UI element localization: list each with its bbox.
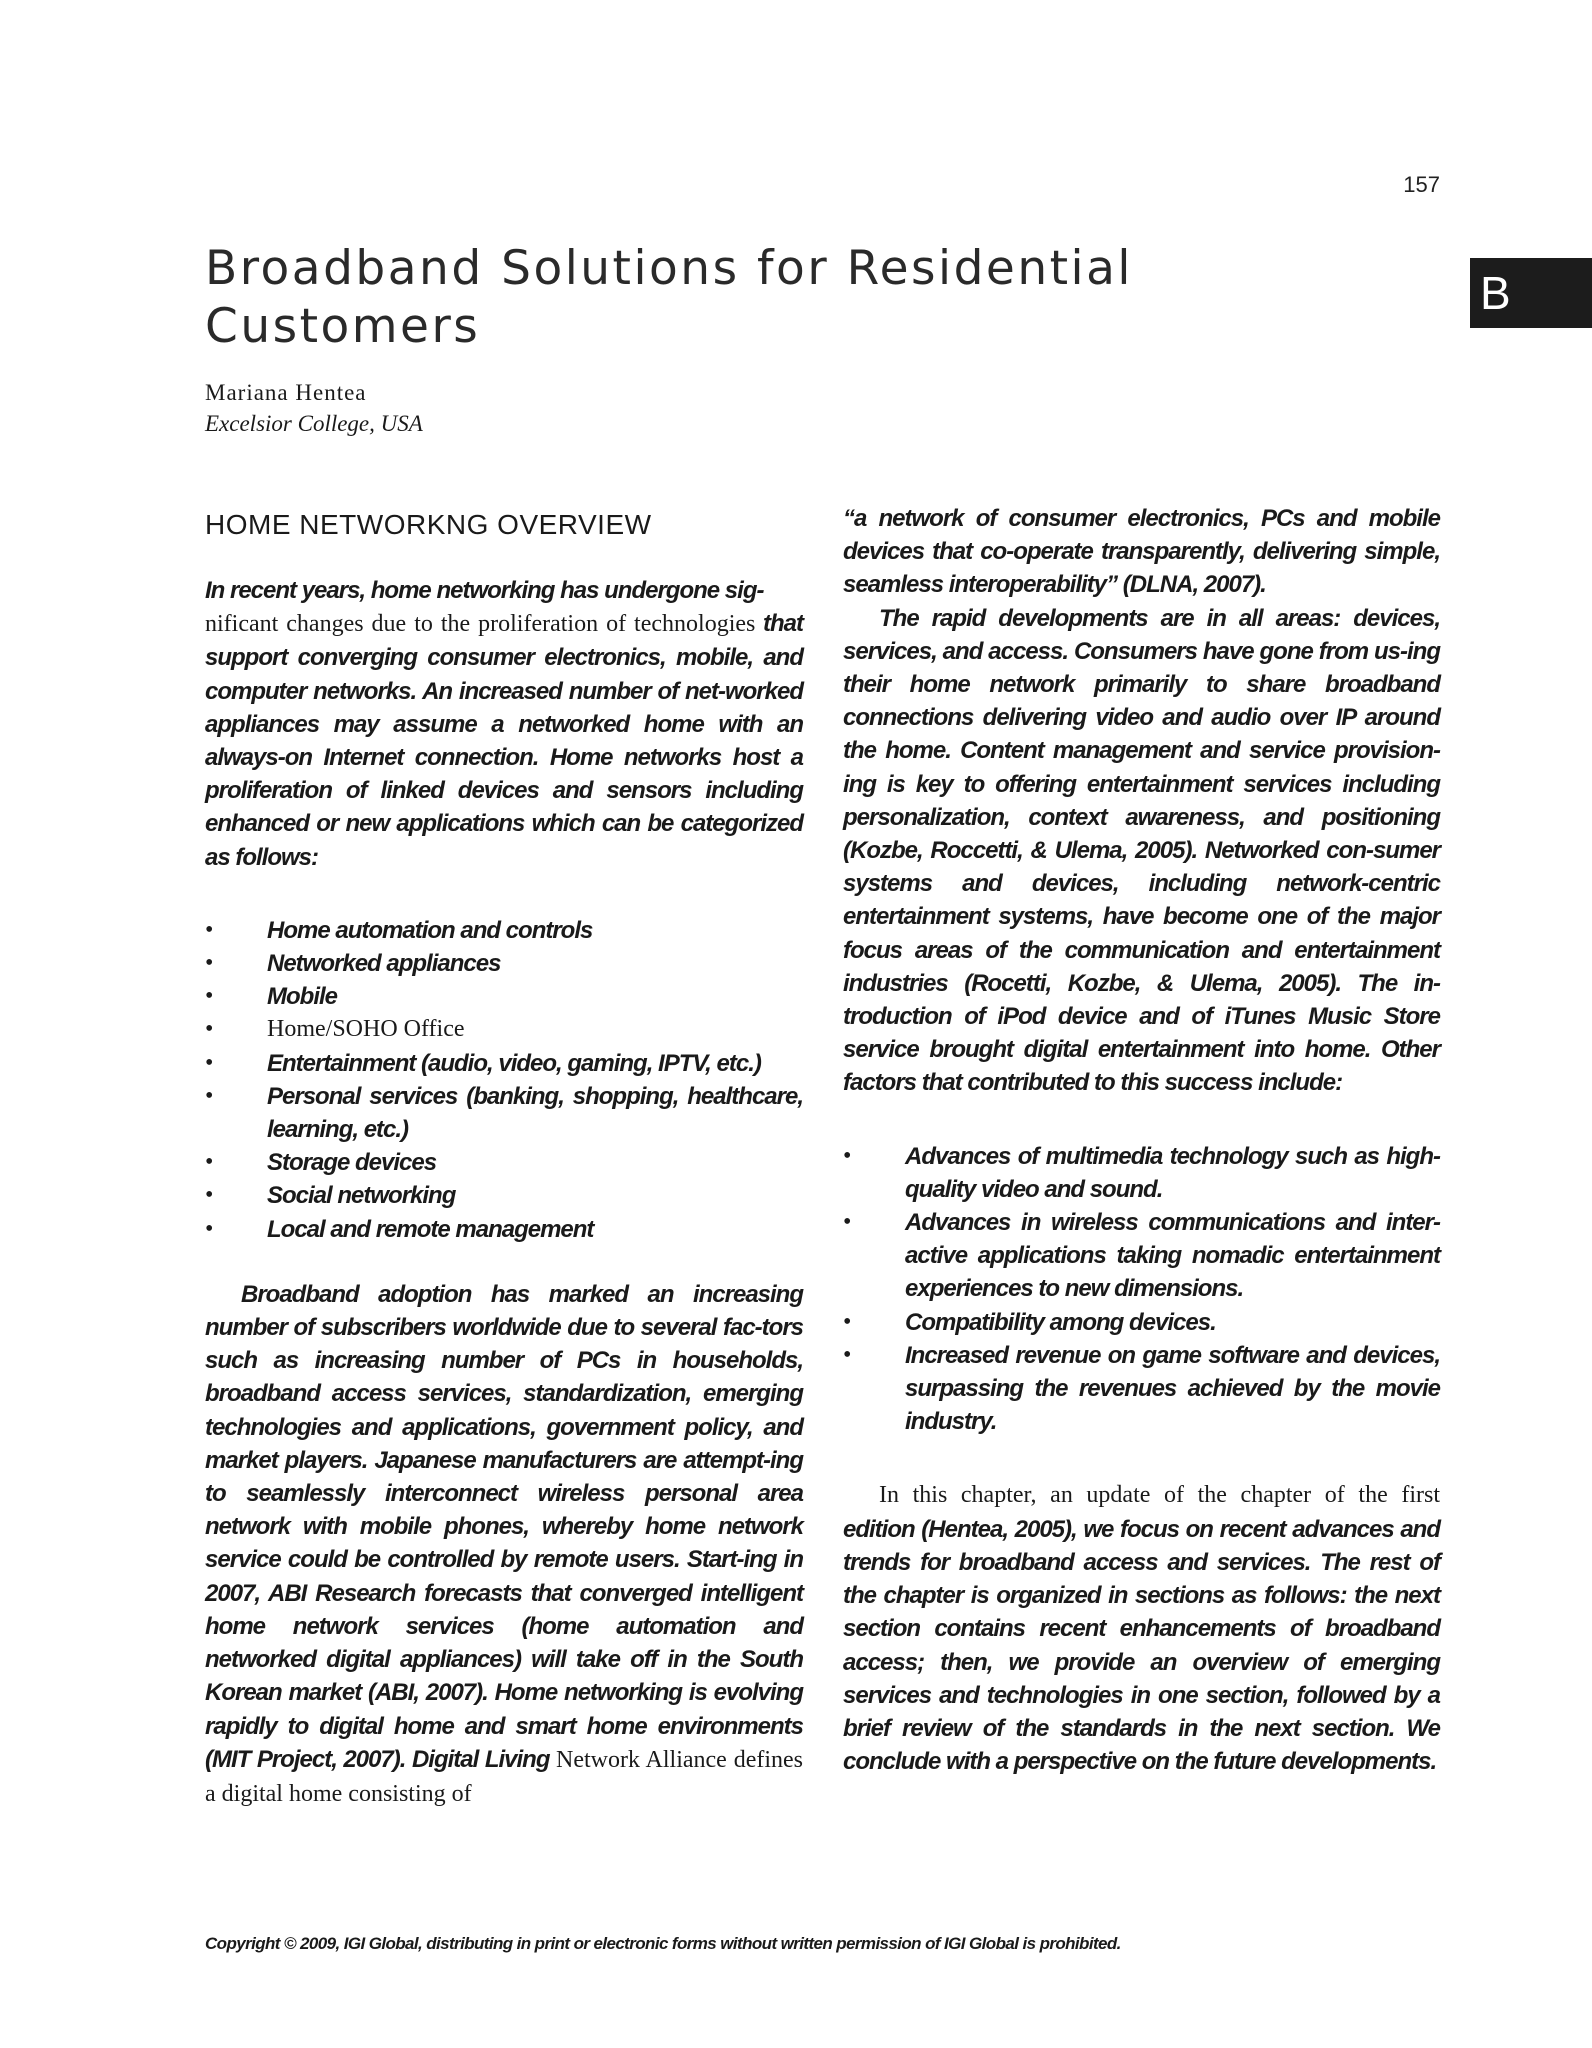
chapter-paragraph <box>843 1478 1440 1778</box>
intro-paragraph-rest: that support converging consumer electronics, mobile, and computer networks. An increased number of net-worked appliances may assume a networked home with an always-on Internet connection. Home networks host a proliferation of linked devices and sensors including enhanced or new applications which can be categorized as follows: <box>205 610 804 871</box>
factors-list <box>843 1140 1440 1439</box>
broadband-paragraph-end: Network Alliance defines a digital home consisting of <box>205 1746 803 1807</box>
left-column <box>205 500 803 1811</box>
right-column <box>843 502 1440 1778</box>
list-item: • Home/SOHO Office <box>205 1016 465 1043</box>
list-item: • Compatibility among devices. <box>843 1308 1216 1336</box>
section-heading: HOME NETWORKNG OVERVIEW <box>205 509 652 540</box>
list-item: • Networked appliances <box>205 950 501 978</box>
list-item: • Mobile <box>205 983 337 1011</box>
article-title: Broadband Solutions for Residential Customers <box>205 241 1133 354</box>
author-affiliation: Excelsior College, USA <box>205 411 423 436</box>
chapter-paragraph-start: In this chapter, an update of the chapter of the first <box>879 1482 1440 1509</box>
list-item: • Advances in wireless communications and inter-active applications taking nomadic entertainment experiences to new dimensions. <box>843 1209 1440 1303</box>
section-letter-tab: B <box>1470 258 1592 328</box>
list-item: • Increased revenue on game software and devices, surpassing the revenues achieved by the movie industry. <box>843 1341 1440 1436</box>
list-item: • Home automation and controls <box>205 916 593 944</box>
list-item: • Advances of multimedia technology such as high-quality video and sound. <box>843 1142 1440 1203</box>
list-item: • Personal services (banking, shopping, healthcare, learning, etc.) <box>205 1082 803 1144</box>
category-list <box>205 914 803 1246</box>
intro-paragraph <box>205 574 803 874</box>
broadband-paragraph: Broadband adoption has marked an increasing number of subscribers worldwide due to several fac-tors such as increasing number of PCs in households, broadband access services, standardization, emerging technologies and applications, government policy, and market players. Japanese manufacturers are attempt-ing to seamlessly interconnect wireless personal area network with mobile phones, whereby home network service could be controlled by remote users. Start-ing in 2007, ABI Research forecasts that converged intelligent home network services (home automation and networked digital appliances) will take off in the South Korean market (ABI, 2007). Home networking is evolving rapidly to digital home and smart home environments (MIT Project, 2007). Digital Living Network Alliance defines a digital home consisting of <box>205 1280 803 1807</box>
list-item: • Social networking <box>205 1182 456 1210</box>
intro-paragraph-serif-line: nificant changes due to the proliferation of technologies <box>205 611 756 638</box>
author-name: Mariana Hentea <box>205 380 367 405</box>
quote-paragraph: “a network of consumer electronics, PCs and mobile devices that co-operate transparently, delivering simple, seamless interoperability” (DLNA, 2007). <box>843 505 1440 599</box>
copyright-notice: Copyright © 2009, IGI Global, distributing in print or electronic forms without written permission of IGI Global is prohibited. <box>205 1934 1121 1953</box>
list-item: • Local and remote management <box>205 1215 594 1243</box>
intro-paragraph-start: In recent years, home networking has undergone sig- <box>205 577 764 604</box>
chapter-paragraph-rest: edition (Hentea, 2005), we focus on recent advances and trends for broadband access and services. The rest of the chapter is organized in sections as follows: the next section contains recent enhancements of broadband access; then, we provide an overview of emerging services and technologies in one section, followed by a brief review of the standards in the next section. We conclude with a perspective on the future developments. <box>843 1515 1440 1776</box>
list-item: • Storage devices <box>205 1149 437 1177</box>
developments-paragraph: The rapid developments are in all areas: devices, services, and access. Consumers have gone from us-ing their home network primarily to share broadband connections delivering video and audio over IP around the home. Content management and service provision-ing is key to offering entertainment services including personalization, context awareness, and positioning (Kozbe, Roccetti, & Ulema, 2005). Networked con-sumer systems and devices, including network-centric entertainment systems, have become one of the major focus areas of the communication and entertainment industries (Rocetti, Kozbe, & Ulema, 2005). The in-troduction of iPod device and of iTunes Music Store service brought digital entertainment into home. Other factors that contributed to this success include: <box>843 604 1440 1097</box>
list-item: • Entertainment (audio, video, gaming, IPTV, etc.) <box>205 1049 761 1077</box>
page-number: 157 <box>1403 172 1440 197</box>
